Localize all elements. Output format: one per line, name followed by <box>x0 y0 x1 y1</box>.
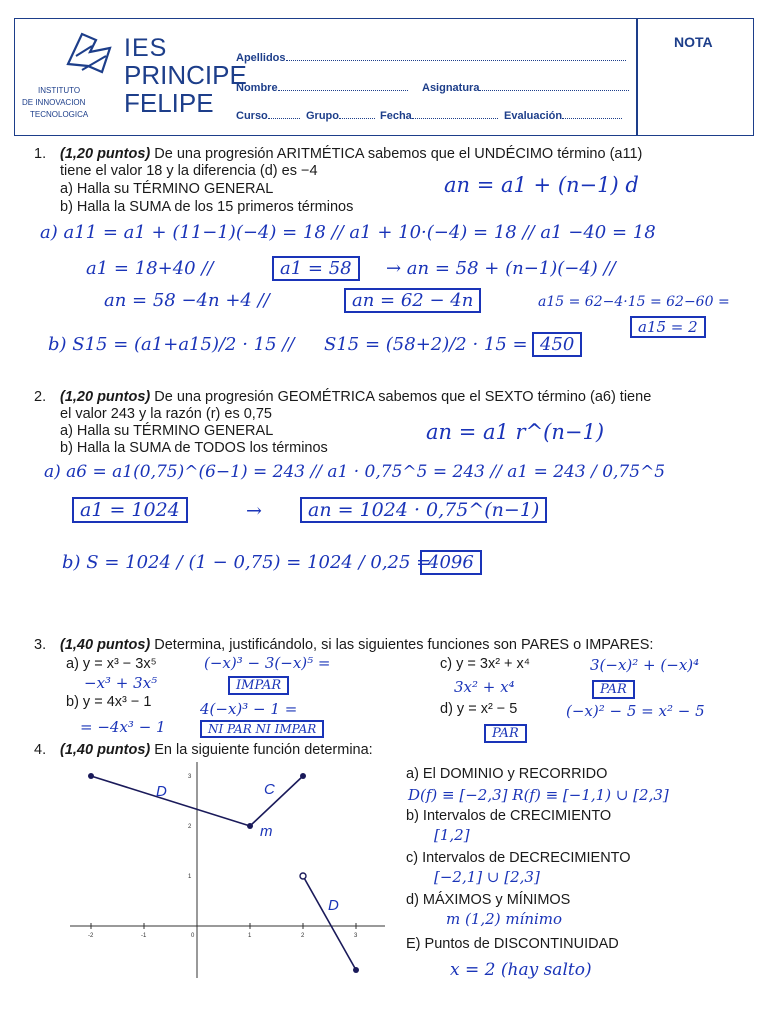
q1-hw-line3c: a15 = 62−4·15 = 62−60 = <box>538 294 730 310</box>
grupo-label: Grupo <box>306 110 339 122</box>
field-curso[interactable] <box>236 108 300 122</box>
field-asignatura[interactable] <box>422 80 629 94</box>
q1-hw-line2a: a1 = 18+40 // <box>86 258 214 279</box>
q3-hw-a1: (−x)³ − 3(−x)⁵ = <box>204 654 331 672</box>
q3-hw-d2: PAR <box>484 724 527 743</box>
q3-line1: Determina, justificándolo, si las siguientes funciones son PARES o IMPARES: <box>154 637 654 653</box>
nombre-label: Nombre <box>236 82 278 94</box>
q1-part-b: b) Halla la SUMA de los 15 primeros términos <box>60 199 354 215</box>
q3-statement <box>60 637 760 653</box>
graph-label-d2: D <box>328 897 339 914</box>
q1-hw-line4b: S15 = (58+2)/2 · 15 = <box>324 334 528 355</box>
q2-hw-line2b: → <box>246 500 262 522</box>
q3-points: (1,40 puntos) <box>60 637 151 653</box>
q3-number: 3. <box>34 637 47 653</box>
graph-open-point <box>300 873 306 879</box>
q3-hw-a2: −x³ + 3x⁵ <box>84 674 158 692</box>
field-nombre[interactable] <box>236 80 408 94</box>
q1-hw-line2b: a1 = 58 <box>272 256 360 281</box>
q4-item-c: c) Intervalos de DECRECIMIENTO <box>406 850 631 866</box>
q4-points: (1,40 puntos) <box>60 742 151 758</box>
q1-line1: De una progresión ARITMÉTICA sabemos que el UNDÉCIMO término (a11) <box>154 146 643 162</box>
q2-hw-line3a: b) S = 1024 / (1 − 0,75) = 1024 / 0,25 = <box>62 552 432 573</box>
q1-hw-line4a: b) S15 = (a1+a15)/2 · 15 // <box>48 334 295 355</box>
school-logo <box>20 24 247 124</box>
q1-hw-line3a: an = 58 −4n +4 // <box>104 290 270 311</box>
function-graph <box>60 756 390 980</box>
curso-label: Curso <box>236 110 268 122</box>
graph-label-c: C <box>264 781 275 798</box>
q4-number: 4. <box>34 742 47 758</box>
logo-ies: IES <box>124 34 168 62</box>
q2-part-b: b) Halla la SUMA de TODOS los términos <box>60 440 328 456</box>
q4-line1: En la siguiente función determina: <box>154 742 373 758</box>
evaluacion-label: Evaluación <box>504 110 563 122</box>
q3-hw-c1: 3(−x)² + (−x)⁴ <box>590 656 700 674</box>
graph-y-tick: 2 <box>188 824 192 830</box>
q4-answer-c: [−2,1] ∪ [2,3] <box>434 868 540 886</box>
q2-hw-formula: an = a1 r^(n−1) <box>426 420 605 444</box>
q2-hw-line3b: 4096 <box>420 550 482 575</box>
q3-hw-c2: 3x² + x⁴ <box>454 678 515 696</box>
q2-hw-line2c: an = 1024 · 0,75^(n−1) <box>300 497 547 523</box>
logo-sub-3: TECNOLOGICA <box>30 110 89 119</box>
q3-hw-a3: IMPAR <box>228 676 289 695</box>
graph-point <box>88 773 94 779</box>
logo-emblem-icon <box>62 26 118 82</box>
q1-hw-line4c: 450 <box>532 332 582 357</box>
asignatura-label: Asignatura <box>422 82 480 94</box>
field-apellidos[interactable] <box>236 50 626 64</box>
q2-points: (1,20 puntos) <box>60 389 151 405</box>
logo-sub-2: DE INNOVACION <box>22 98 86 107</box>
q1-hw-line3d: a15 = 2 <box>630 316 706 338</box>
q2-hw-line2a: a1 = 1024 <box>72 497 188 523</box>
graph-x-tick: 3 <box>354 933 358 939</box>
q4-answer-d: m (1,2) mínimo <box>446 910 563 928</box>
q4-answer-e: x = 2 (hay salto) <box>450 960 592 980</box>
graph-point <box>353 967 359 973</box>
graph-x-tick: 2 <box>301 933 305 939</box>
logo-felipe: FELIPE <box>124 88 214 118</box>
q1-part-a: a) Halla su TÉRMINO GENERAL <box>60 181 274 197</box>
q3-func-c: c) y = 3x² + x⁴ <box>440 656 531 672</box>
fecha-label: Fecha <box>380 110 412 122</box>
q3-hw-c3: PAR <box>592 680 635 699</box>
graph-point <box>247 823 253 829</box>
q2-line1: De una progresión GEOMÉTRICA sabemos que el SEXTO término (a6) tiene <box>154 389 652 405</box>
q4-answer-b: [1,2] <box>434 826 470 844</box>
graph-x-tick: -2 <box>88 933 94 939</box>
q1-hw-line2c: → an = 58 + (n−1)(−4) // <box>386 258 616 279</box>
q3-hw-d1: (−x)² − 5 = x² − 5 <box>566 702 705 720</box>
q2-line2: el valor 243 y la razón (r) es 0,75 <box>60 406 272 422</box>
graph-segment-right <box>303 876 356 970</box>
graph-x-tick: 0 <box>191 933 195 939</box>
q1-points: (1,20 puntos) <box>60 146 151 162</box>
q1-statement <box>60 146 740 162</box>
graph-x-tick: 1 <box>248 933 252 939</box>
q3-func-a: a) y = x³ − 3x⁵ <box>66 656 157 672</box>
graph-y-tick: 3 <box>188 774 192 780</box>
graph-label-d1: D <box>156 783 167 800</box>
q3-hw-b3: NI PAR NI IMPAR <box>200 720 324 738</box>
q4-item-e: E) Puntos de DISCONTINUIDAD <box>406 936 619 952</box>
q2-part-a: a) Halla su TÉRMINO GENERAL <box>60 423 274 439</box>
q4-item-a: a) El DOMINIO y RECORRIDO <box>406 766 608 782</box>
q3-hw-b1: 4(−x)³ − 1 = <box>200 700 298 718</box>
q1-hw-formula: an = a1 + (n−1) d <box>444 173 639 197</box>
logo-principe: PRINCIPE <box>124 60 247 90</box>
field-evaluacion[interactable] <box>504 108 622 122</box>
graph-label-m: m <box>260 823 273 840</box>
q3-func-b: b) y = 4x³ − 1 <box>66 694 152 710</box>
q1-hw-line3b: an = 62 − 4n <box>344 288 481 313</box>
field-grupo[interactable] <box>306 108 375 122</box>
logo-sub-1: INSTITUTO <box>38 86 81 95</box>
q1-number: 1. <box>34 146 47 162</box>
graph-point <box>300 773 306 779</box>
q2-hw-line1: a) a6 = a1(0,75)^(6−1) = 243 // a1 · 0,75^5 = 243 // a1 = 243 / 0,75^5 <box>44 462 666 482</box>
q2-number: 2. <box>34 389 47 405</box>
graph-y-tick: 1 <box>188 874 192 880</box>
q4-item-d: d) MÁXIMOS y MÍNIMOS <box>406 892 571 908</box>
apellidos-label: Apellidos <box>236 52 286 64</box>
nota-divider <box>636 18 638 136</box>
q1-hw-line1: a) a11 = a1 + (11−1)(−4) = 18 // a1 + 10·(−4) = 18 // a1 −40 = 18 <box>40 222 656 243</box>
q2-statement <box>60 389 760 405</box>
q4-item-b: b) Intervalos de CRECIMIENTO <box>406 808 612 824</box>
graph-x-tick: -1 <box>141 933 147 939</box>
field-fecha[interactable] <box>380 108 498 122</box>
q3-func-d: d) y = x² − 5 <box>440 701 518 717</box>
q1-line2: tiene el valor 18 y la diferencia (d) es −4 <box>60 163 318 179</box>
nota-label: NOTA <box>674 34 713 50</box>
q3-hw-b2: = −4x³ − 1 <box>80 718 166 736</box>
q4-answer-a: D(f) ≡ [−2,3] R(f) ≡ [−1,1) ∪ [2,3] <box>408 786 669 804</box>
